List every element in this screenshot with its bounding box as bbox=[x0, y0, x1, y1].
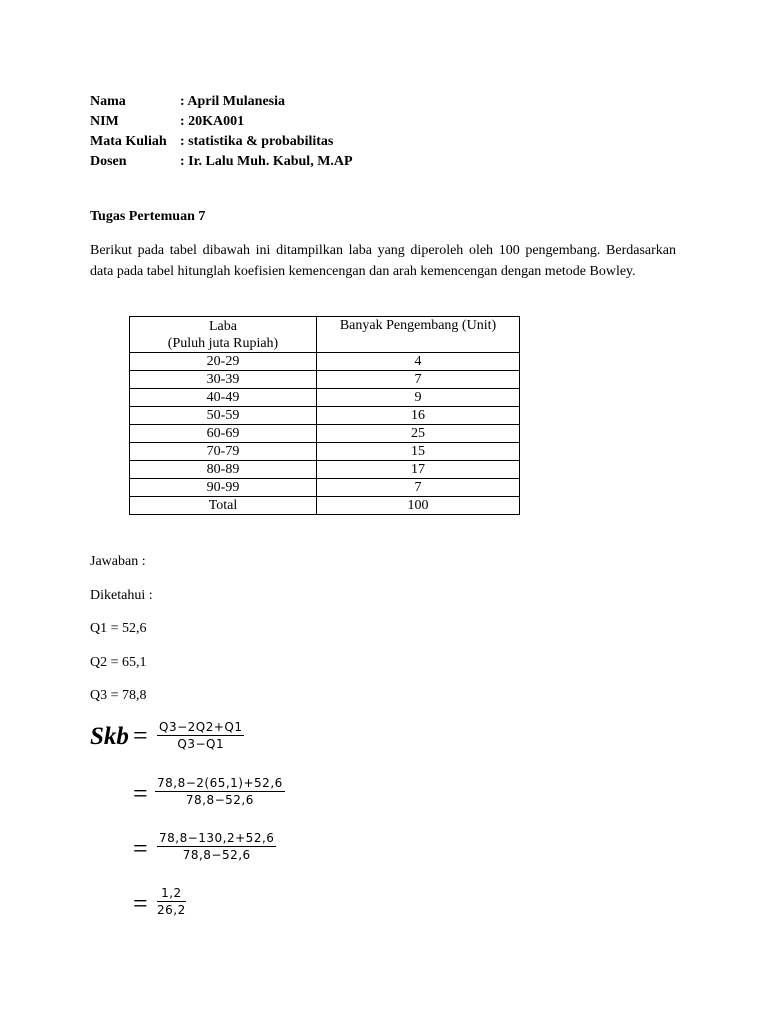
fraction-numerator: 78,8−130,2+52,6 bbox=[159, 831, 275, 845]
table-row bbox=[130, 461, 520, 479]
table-header-laba-line2: (Puluh juta Rupiah) bbox=[167, 335, 279, 351]
table-cell-range: 40-49 bbox=[130, 389, 317, 407]
q2-value: Q2 = 65,1 bbox=[90, 655, 147, 670]
table-cell-count: 7 bbox=[317, 371, 520, 389]
table-cell-count: 16 bbox=[317, 407, 520, 425]
table-cell-range: 90-99 bbox=[130, 479, 317, 497]
table-header-row bbox=[130, 317, 520, 353]
table-header-laba bbox=[130, 317, 317, 353]
table-cell-count: 17 bbox=[317, 461, 520, 479]
known-label: Diketahui : bbox=[90, 588, 153, 603]
equals-sign: = bbox=[133, 721, 148, 750]
table-cell-range: 80-89 bbox=[130, 461, 317, 479]
header-label: Mata Kuliah bbox=[90, 134, 167, 149]
skb-symbol bbox=[90, 723, 129, 751]
equals-sign: = bbox=[133, 834, 148, 863]
header-value: : April Mulanesia bbox=[180, 94, 286, 109]
header-label: Dosen bbox=[90, 154, 127, 169]
table-cell-count: 7 bbox=[317, 479, 520, 497]
header-value: : 20KA001 bbox=[180, 114, 245, 129]
profit-table bbox=[129, 316, 520, 515]
equals-sign: = bbox=[133, 779, 148, 808]
table-row bbox=[130, 371, 520, 389]
table-row bbox=[130, 443, 520, 461]
table-cell-count: 4 bbox=[317, 353, 520, 371]
table-row bbox=[130, 389, 520, 407]
table-row bbox=[130, 479, 520, 497]
table-row bbox=[130, 353, 520, 371]
table-cell-range: 20-29 bbox=[130, 353, 317, 371]
table-cell-range: 30-39 bbox=[130, 371, 317, 389]
header-value: : statistika & probabilitas bbox=[180, 134, 334, 149]
fraction-numerator: Q3−2Q2+Q1 bbox=[159, 720, 243, 734]
table-header-laba-line1: Laba bbox=[209, 318, 237, 334]
table-cell-range: 60-69 bbox=[130, 425, 317, 443]
header-label: NIM bbox=[90, 114, 119, 129]
fraction-denominator: 26,2 bbox=[157, 903, 186, 917]
answer-label: Jawaban : bbox=[90, 554, 146, 569]
table-cell-count: 25 bbox=[317, 425, 520, 443]
fraction-numerator: 1,2 bbox=[161, 886, 182, 900]
fraction-denominator: 78,8−52,6 bbox=[182, 848, 251, 862]
table-header-count: Banyak Pengembang (Unit) bbox=[317, 317, 520, 353]
table-row bbox=[130, 425, 520, 443]
table-row bbox=[130, 407, 520, 425]
table-cell-count: 15 bbox=[317, 443, 520, 461]
table-total-label: Total bbox=[130, 497, 317, 515]
header-value: : Ir. Lalu Muh. Kabul, M.AP bbox=[180, 154, 353, 169]
q3-value: Q3 = 78,8 bbox=[90, 688, 147, 703]
table-cell-range: 50-59 bbox=[130, 407, 317, 425]
formula-general-fraction bbox=[157, 719, 244, 752]
assignment-heading: Tugas Pertemuan 7 bbox=[90, 209, 206, 224]
formula-expanded-fraction bbox=[157, 830, 276, 863]
q1-value: Q1 = 52,6 bbox=[90, 621, 147, 636]
header-label: Nama bbox=[90, 94, 126, 109]
fraction-denominator: Q3−Q1 bbox=[177, 737, 225, 751]
equals-sign: = bbox=[133, 889, 148, 918]
intro-paragraph: Berikut pada tabel dibawah ini ditampilkan laba yang diperoleh oleh 100 pengembang. Berdasarkan data pada tabel hitunglah koefisien kemencengan dan arah kemencengan dengan metode Bowley. bbox=[90, 243, 676, 279]
table-total-value: 100 bbox=[317, 497, 520, 515]
formula-result-fraction bbox=[157, 885, 186, 918]
table-cell-count: 9 bbox=[317, 389, 520, 407]
fraction-numerator: 78,8−2(65,1)+52,6 bbox=[157, 776, 283, 790]
table-cell-range: 70-79 bbox=[130, 443, 317, 461]
skb-label: Skb bbox=[90, 723, 129, 750]
fraction-denominator: 78,8−52,6 bbox=[185, 793, 254, 807]
formula-substitution-fraction bbox=[155, 775, 285, 808]
table-total-row bbox=[130, 497, 520, 515]
